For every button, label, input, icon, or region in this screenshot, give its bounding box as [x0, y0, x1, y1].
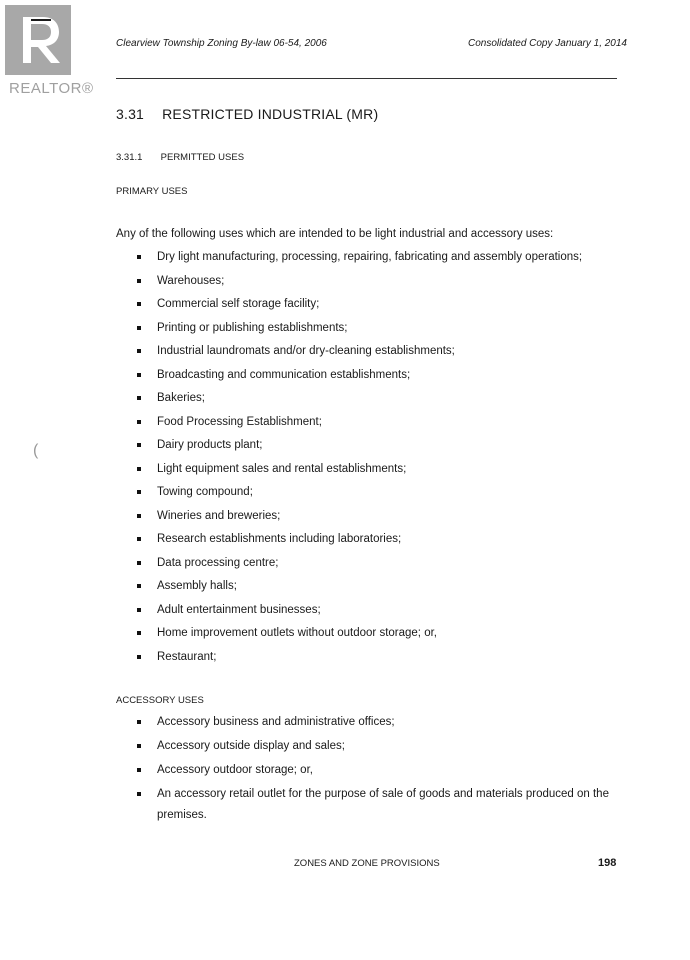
bullet-icon — [137, 490, 141, 494]
page-number: 198 — [598, 857, 617, 869]
list-item-text: Accessory business and administrative offices; — [157, 716, 395, 728]
bullet-icon — [137, 655, 141, 659]
bullet-icon — [137, 768, 141, 772]
list-item-text: Dairy products plant; — [157, 439, 263, 451]
subsection-number: 3.31.1 — [116, 152, 143, 163]
bullet-icon — [137, 420, 141, 424]
list-item-text: Accessory outdoor storage; or, — [157, 764, 313, 776]
header-consolidation-date: Consolidated Copy January 1, 2014 — [468, 38, 627, 49]
section-title: RESTRICTED INDUSTRIAL (MR) — [162, 106, 379, 122]
header-divider — [116, 78, 617, 79]
bullet-icon — [137, 584, 141, 588]
list-item-text: Industrial laundromats and/or dry-cleaning establishments; — [157, 345, 455, 357]
realtor-logo — [5, 5, 94, 97]
bullet-icon — [137, 302, 141, 306]
realtor-logo-mark — [5, 5, 71, 75]
list-item-text: Research establishments including laboratories; — [157, 533, 402, 545]
bullet-icon — [137, 396, 141, 400]
footer-chapter-title: ZONES AND ZONE PROVISIONS — [294, 858, 440, 869]
list-item-text: Light equipment sales and rental establishments; — [157, 462, 407, 475]
bullet-icon — [137, 467, 141, 471]
bullet-icon — [137, 720, 141, 724]
bullet-icon — [137, 373, 141, 377]
bullet-icon — [137, 514, 141, 518]
section-heading — [116, 106, 378, 122]
list-item-text: Assembly halls; — [157, 580, 237, 592]
bullet-icon — [137, 608, 141, 612]
list-item-text: Commercial self storage facility; — [157, 298, 320, 310]
list-item-text: Wineries and breweries; — [157, 509, 281, 522]
bullet-icon — [137, 561, 141, 565]
subsection-title: PERMITTED USES — [160, 152, 245, 163]
list-item-text: Accessory outside display and sales; — [157, 740, 345, 752]
section-number: 3.31 — [116, 106, 145, 122]
bullet-icon — [137, 326, 141, 330]
bullet-icon — [137, 631, 141, 635]
list-item-text: Restaurant; — [157, 650, 217, 663]
bullet-icon — [137, 279, 141, 283]
bullet-icon — [137, 744, 141, 748]
bullet-icon — [137, 349, 141, 353]
bullet-icon — [137, 255, 141, 259]
list-item-text: Dry light manufacturing, processing, repairing, fabricating and assembly operations; — [157, 251, 583, 263]
primary-uses-intro: Any of the following uses which are intended to be light industrial and accessory uses: — [116, 228, 554, 240]
list-item-text: An accessory retail outlet for the purpose of sale of goods and materials produced on the premises. — [157, 788, 609, 821]
scan-mark-icon: ( — [33, 442, 39, 459]
bullet-icon — [137, 443, 141, 447]
accessory-uses-heading: ACCESSORY USES — [116, 695, 204, 706]
realtor-logo-text: REALTOR® — [9, 80, 94, 97]
realtor-r-icon — [5, 5, 71, 75]
header-document-title: Clearview Township Zoning By-law 06-54, 2006 — [116, 38, 327, 49]
list-item-text: Broadcasting and communication establishments; — [157, 368, 411, 381]
subsection-heading — [116, 152, 244, 163]
bullet-icon — [137, 537, 141, 541]
list-item-text: Food Processing Establishment; — [157, 415, 322, 428]
bullet-icon — [137, 792, 141, 796]
primary-uses-heading: PRIMARY USES — [116, 186, 188, 197]
list-item-text: Printing or publishing establishments; — [157, 321, 348, 334]
list-item-text: Adult entertainment businesses; — [157, 603, 321, 616]
list-item-text: Data processing centre; — [157, 556, 279, 569]
list-item-text: Bakeries; — [157, 392, 205, 404]
list-item-text: Warehouses; — [157, 274, 225, 287]
list-item-text: Towing compound; — [157, 486, 253, 498]
list-item-text: Home improvement outlets without outdoor storage; or, — [157, 627, 437, 639]
